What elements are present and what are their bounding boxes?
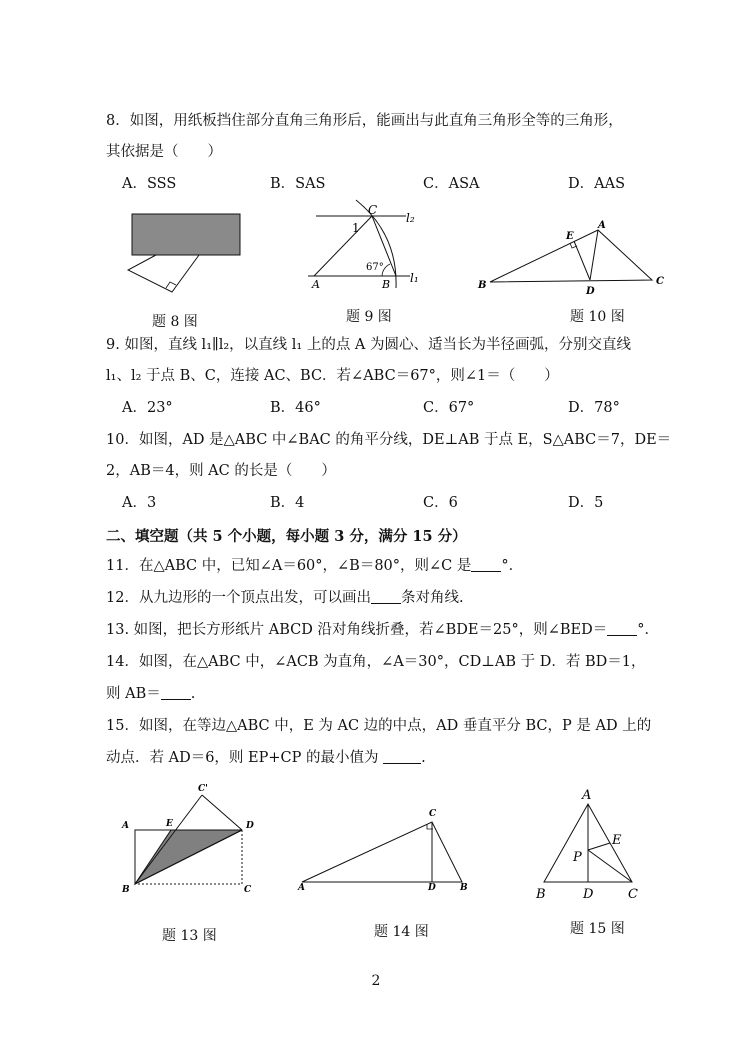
caption-fig14: 题 14 图 [374, 924, 429, 940]
q11-unit: °． [501, 558, 524, 574]
label-c-prime: C' [198, 784, 208, 794]
label-b: B [382, 278, 391, 291]
q10-option-b: B．4 [270, 495, 305, 511]
q14-tail: . [190, 686, 196, 702]
q8-line1: 8．如图，用纸板挡住部分直角三角形后，能画出与此直角三角形全等的三角形， [106, 113, 623, 129]
q10-option-d: D．5 [568, 495, 604, 511]
caption-fig13: 题 13 图 [162, 928, 217, 944]
label-a: A [312, 278, 320, 291]
q8-option-c: C．ASA [423, 176, 480, 192]
segment-de [574, 241, 590, 280]
figure-8 [120, 208, 250, 293]
q15-blank[interactable] [383, 749, 421, 764]
q11-blank[interactable] [471, 557, 501, 572]
q8-option-b: B．SAS [270, 176, 326, 192]
figure-13 [118, 780, 268, 895]
label-c: C [244, 885, 252, 895]
caption-fig9: 题 9 图 [346, 309, 392, 325]
q14-text: 则 AB＝ [106, 686, 161, 702]
label-l2: l₂ [406, 211, 415, 225]
q13-blank[interactable] [607, 621, 637, 636]
caption-fig15: 题 15 图 [570, 921, 625, 937]
label-d: D [583, 887, 594, 902]
label-c: C [656, 276, 664, 287]
q12-blank[interactable] [371, 589, 401, 604]
q9-option-c: C．67° [423, 400, 475, 416]
label-e: E [166, 819, 173, 829]
figure-9 [306, 204, 436, 289]
label-d: D [246, 821, 254, 831]
section-2-heading: 二、填空题（共 5 个小题，每小题 3 分，满分 15 分） [106, 528, 467, 545]
q10-option-c: C．6 [423, 495, 458, 511]
q15-tail: . [421, 750, 426, 766]
figure-15 [532, 790, 652, 900]
q9-option-a: A．23° [122, 400, 173, 416]
segment-ac [314, 216, 372, 276]
q11-text: 11．在△ABC 中，已知∠A＝60°，∠B＝80°，则∠C 是 [106, 558, 472, 574]
q9-line1: 9. 如图，直线 l₁∥l₂，以直线 l₁ 上的点 A 为圆心、适当长为半径画弧，分别交直线 [106, 337, 632, 353]
label-d: D [586, 286, 595, 297]
label-p: P [573, 850, 582, 865]
q9-line2: l₁、l₂ 于点 B、C，连接 AC、BC．若∠ABC＝67°，则∠1＝（ ） [106, 368, 559, 384]
q15-line1: 15．如图，在等边△ABC 中，E 为 AC 边的中点，AD 垂直平分 BC，P 是 AD 上的 [106, 718, 652, 734]
q15-line2 [106, 748, 426, 768]
label-a: A [582, 788, 592, 803]
label-b: B [478, 280, 487, 291]
caption-fig8: 题 8 图 [152, 314, 198, 330]
segment-c-prime-d [202, 795, 242, 830]
q8-option-a: A．SSS [122, 176, 177, 192]
q15-text: 动点．若 AD＝6，则 EP+CP 的最小值为 [106, 750, 384, 766]
q12-text: 12．从九边形的一个顶点出发，可以画出 [106, 590, 371, 606]
label-e: E [612, 833, 622, 848]
q9-option-d: D．78° [568, 400, 620, 416]
triangle-abc [302, 822, 462, 882]
q12-tail: 条对角线. [400, 590, 464, 606]
label-a: A [122, 821, 129, 831]
q14-blank[interactable] [161, 685, 191, 700]
label-b: B [122, 885, 130, 895]
label-b: B [536, 887, 546, 902]
label-angle-1: 1 [352, 221, 360, 235]
q14-line2 [106, 684, 195, 704]
page-number: 2 [371, 973, 381, 989]
label-67deg: 67° [366, 262, 384, 273]
caption-fig10: 题 10 图 [570, 309, 625, 325]
q10-line2: 2，AB＝4，则 AC 的长是（ ） [106, 463, 336, 479]
segment-pc [588, 850, 632, 882]
segment-ad [590, 230, 598, 280]
q13-text: 13. 如图，把长方形纸片 ABCD 沿对角线折叠，若∠BDE＝25°，则∠BED＝ [106, 622, 608, 638]
q8-line2: 其依据是（ ） [106, 144, 222, 160]
q10-line1: 10．如图，AD 是△ABC 中∠BAC 的角平分线，DE⊥AB 于点 E，S△ABC＝7，DE＝ [106, 432, 672, 448]
q11 [106, 556, 523, 576]
q14-line1: 14．如图，在△ABC 中，∠ACB 为直角，∠A＝30°，CD⊥AB 于 D．若 BD＝1， [106, 654, 646, 670]
figure-14 [296, 806, 486, 896]
label-l1: l₁ [410, 271, 419, 285]
q12 [106, 588, 464, 608]
figure-10 [476, 218, 676, 298]
right-triangle [128, 255, 199, 292]
label-c: C [429, 809, 437, 819]
label-c: C [628, 887, 638, 902]
q13 [106, 620, 659, 640]
right-angle-mark [166, 282, 176, 288]
label-c: C [368, 203, 378, 217]
label-a: A [598, 220, 606, 231]
label-e: E [566, 231, 574, 242]
cardboard-rect [132, 214, 240, 255]
label-b: B [460, 883, 468, 893]
q13-unit: °． [637, 622, 659, 638]
label-a: A [298, 883, 305, 893]
q10-option-a: A．3 [122, 495, 157, 511]
q8-option-d: D．AAS [568, 176, 626, 192]
label-d: D [428, 883, 436, 893]
segment-pe [588, 843, 610, 850]
q9-option-b: B．46° [270, 400, 321, 416]
